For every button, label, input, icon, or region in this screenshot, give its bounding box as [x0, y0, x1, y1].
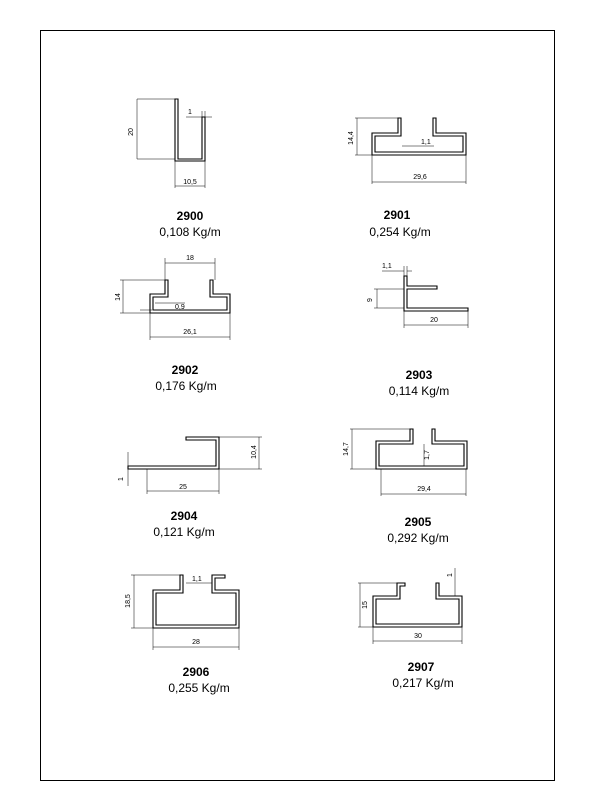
profile-weight: 0,114 Kg/m [388, 384, 450, 398]
dim-width: 25 [179, 484, 187, 491]
profile-code: 2902 [171, 363, 199, 377]
profile-code: 2903 [405, 368, 433, 382]
profile-weight: 0,176 Kg/m [155, 379, 217, 393]
dim-thickness: 1 [118, 477, 125, 481]
profile-code: 2907 [407, 660, 435, 674]
profile-weight: 0,255 Kg/m [168, 681, 230, 695]
dim-height: 14,7 [343, 442, 350, 456]
profile-weight: 0,217 Kg/m [392, 676, 454, 690]
dim-height: 14 [115, 293, 122, 301]
dim-width: 26,1 [183, 329, 197, 336]
dim-width: 30 [414, 633, 422, 640]
dim-lip: 1,1 [421, 139, 431, 146]
dim-width: 29,4 [417, 486, 431, 493]
dim-width: 28 [192, 639, 200, 646]
dim-width: 20 [430, 317, 438, 324]
dim-thickness: 1 [188, 109, 192, 116]
profile-code: 2900 [176, 209, 204, 223]
dim-top: 18 [186, 255, 194, 262]
dim-lip: 1,7 [424, 450, 431, 460]
dim-height: 10,4 [251, 445, 258, 459]
dim-thickness: 1,1 [382, 263, 392, 270]
dim-width: 10,5 [183, 179, 197, 186]
profile-weight: 0,108 Kg/m [159, 225, 221, 239]
dim-lip: 1,1 [192, 576, 202, 583]
profile-weight: 0,121 Kg/m [153, 525, 215, 539]
profile-code: 2906 [182, 665, 210, 679]
profile-weight: 0,254 Kg/m [369, 225, 431, 239]
profile-code: 2901 [383, 208, 411, 222]
dim-height: 15 [362, 601, 369, 609]
profile-code: 2905 [404, 515, 432, 529]
profile-code: 2904 [170, 509, 198, 523]
dim-height: 14,4 [348, 131, 355, 145]
dim-thickness: 0,9 [175, 304, 185, 311]
profile-weight: 0,292 Kg/m [387, 531, 449, 545]
dim-height: 9 [367, 298, 374, 302]
dim-height: 18,5 [125, 594, 132, 608]
dim-height: 20 [128, 128, 135, 136]
dim-thickness: 1 [447, 573, 454, 577]
dim-width: 29,6 [413, 174, 427, 181]
